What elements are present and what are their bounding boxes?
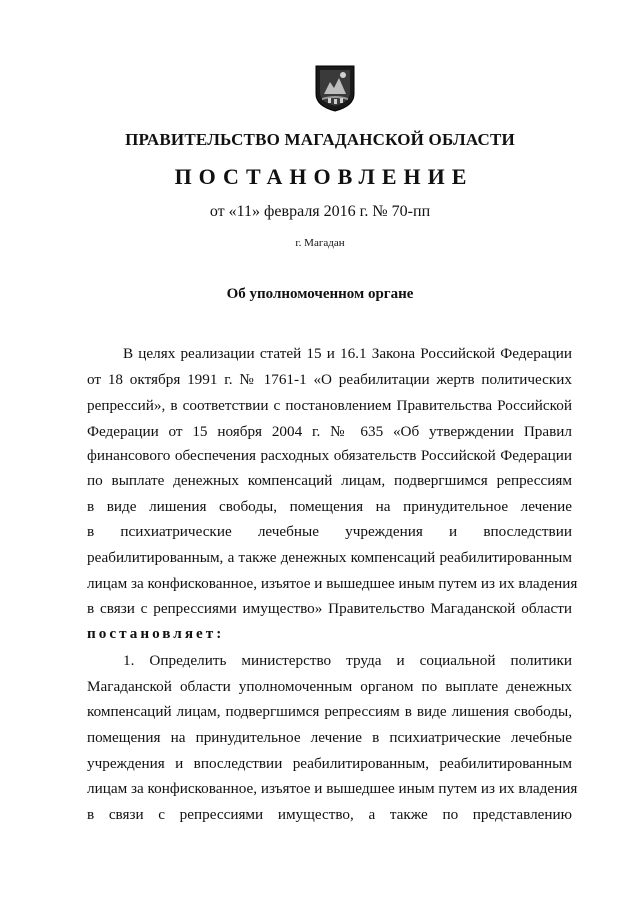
body-line: помещения на принудительное лечение в психиатрические лечебные <box>87 729 572 746</box>
body-line: в связи с репрессиями имущество» Правительство Магаданской области <box>87 600 572 617</box>
document-subject: Об уполномоченном органе <box>226 286 414 302</box>
body-line: в связи с репрессиями имущество, а также по представлению <box>87 806 572 823</box>
body-line: репрессий», в соответствии с постановлением Правительства Российской <box>87 397 572 414</box>
body-line: В целях реализации статей 15 и 16.1 Закона Российской Федерации <box>123 345 572 362</box>
body-line: лицам за конфискованное, изъятое и вышедшее иным путем из их владения <box>87 780 578 797</box>
body-line: в психиатрические лечебные учреждения и впоследствии <box>87 523 572 540</box>
body-line: 1. Определить министерство труда и социальной политики <box>123 652 572 669</box>
body-line: Магаданской области уполномоченным органом по выплате денежных <box>87 678 572 695</box>
body-line: финансового обеспечения расходных обязательств Российской Федерации <box>87 447 572 464</box>
body-line: в виде лишения свободы, помещения на принудительное лечение <box>87 498 572 515</box>
body-line: по выплате денежных компенсаций лицам, подвергшимся репрессиям <box>87 472 572 489</box>
document-date-number: от «11» февраля 2016 г. № 70-пп <box>209 203 431 220</box>
body-line: учреждения и впоследствии реабилитированным, реабилитированным <box>87 755 572 772</box>
body-line: лицам за конфискованное, изъятое и вышедшее иным путем из их владения <box>87 575 578 592</box>
body-line: реабилитированным, а также денежных компенсаций реабилитированным <box>87 549 572 566</box>
body-line: компенсаций лицам, подвергшимся репрессиям в виде лишения свободы, <box>87 703 572 720</box>
resolution-keyword: постановляет: <box>87 625 225 642</box>
document-type: ПОСТАНОВЛЕНИЕ <box>174 164 474 189</box>
coat-of-arms-emblem <box>314 64 356 112</box>
body-line: Федерации от 15 ноября 2004 г. № 635 «Об утверждении Правил <box>87 423 572 440</box>
document-city: г. Магадан <box>295 237 345 249</box>
body-line: от 18 октября 1991 г. № 1761-1 «О реабилитации жертв политических <box>87 371 572 388</box>
government-title: ПРАВИТЕЛЬСТВО МАГАДАНСКОЙ ОБЛАСТИ <box>125 130 515 149</box>
